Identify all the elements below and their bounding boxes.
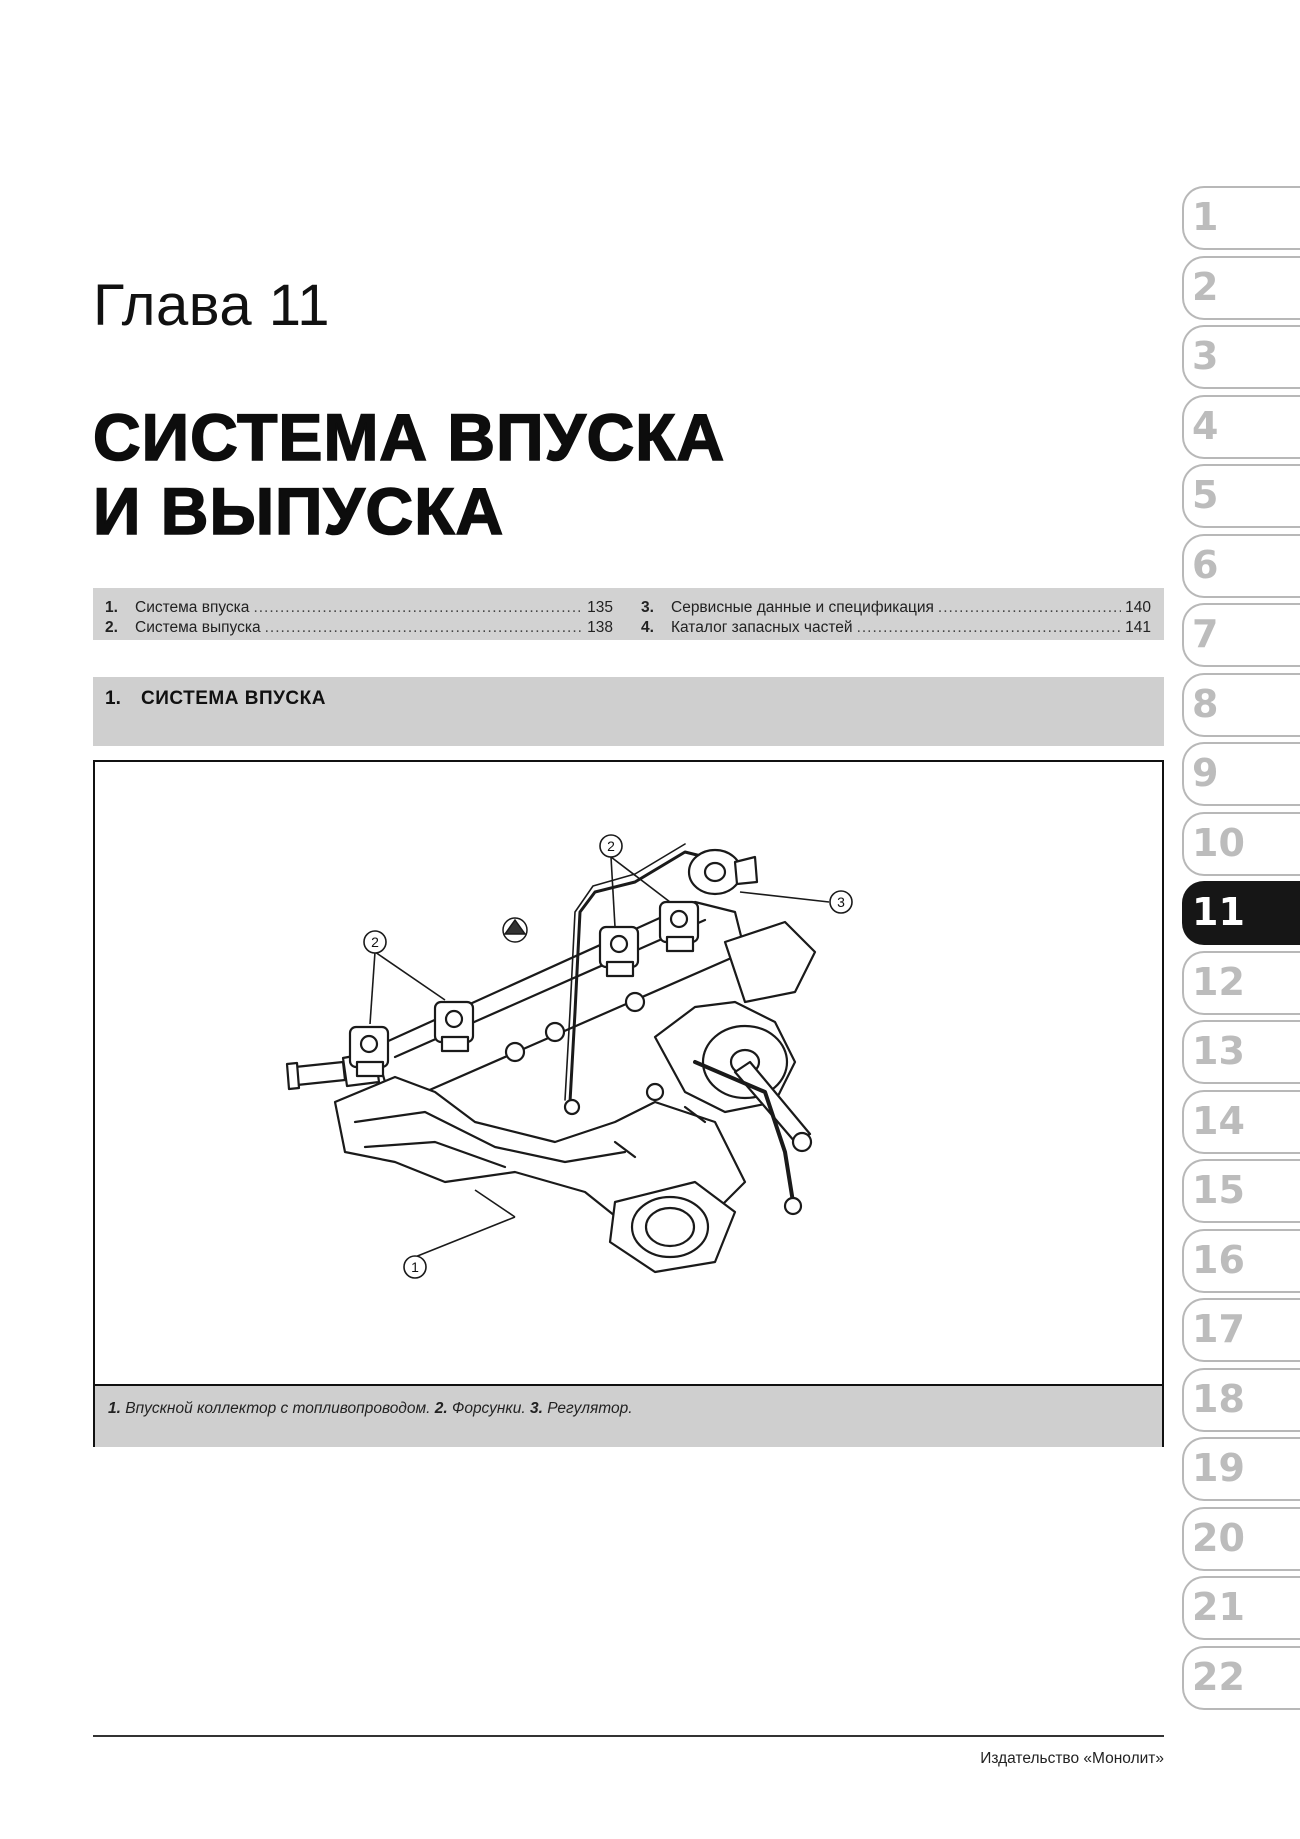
chapter-title-line-1: СИСТЕМА ВПУСКА: [93, 400, 726, 474]
toc-entry-title: Каталог запасных частей: [671, 619, 853, 636]
toc-entry-page: 135: [587, 599, 613, 616]
toc-leader-dots: [265, 618, 584, 638]
toc-entry-number: 1.: [105, 599, 118, 616]
chapter-title-line-2: И ВЫПУСКА: [93, 474, 505, 548]
section-number: 1.: [105, 688, 121, 709]
callout-label: 1: [411, 1259, 419, 1275]
toc-entry-page: 141: [1125, 619, 1151, 636]
toc-column-right: [641, 598, 1151, 638]
toc-entry[interactable]: [641, 618, 1151, 638]
chapter-tab-14[interactable]: 14: [1182, 1090, 1300, 1154]
chapter-label: Глава 11: [93, 273, 330, 338]
toc-entry-title: Система выпуска: [135, 619, 261, 636]
toc-entry-number: 4.: [641, 619, 654, 636]
toc-entry[interactable]: [105, 618, 613, 638]
section-heading: [93, 677, 1164, 746]
chapter-tab-3[interactable]: 3: [1182, 325, 1300, 389]
chapter-tab-6[interactable]: 6: [1182, 534, 1300, 598]
chapter-tab-11[interactable]: 11: [1182, 881, 1300, 945]
callout-label: 3: [837, 894, 845, 910]
chapter-tab-4[interactable]: 4: [1182, 395, 1300, 459]
caption-item-number: 1.: [108, 1400, 121, 1417]
chapter-tab-5[interactable]: 5: [1182, 464, 1300, 528]
chapter-tab-21[interactable]: 21: [1182, 1576, 1300, 1640]
caption-item-text: Регулятор.: [547, 1400, 633, 1417]
chapter-tab-15[interactable]: 15: [1182, 1159, 1300, 1223]
toc-entry-number: 2.: [105, 619, 118, 636]
footer-rule: [93, 1735, 1164, 1737]
toc-leader-dots: [857, 618, 1122, 638]
toc-entry[interactable]: [105, 598, 613, 618]
section-title: СИСТЕМА ВПУСКА: [141, 688, 326, 709]
footer-publisher: Издательство «Монолит»: [980, 1750, 1164, 1767]
callout-label: 2: [607, 838, 615, 854]
caption-item-number: 3.: [529, 1400, 543, 1417]
chapter-tab-13[interactable]: 13: [1182, 1020, 1300, 1084]
toc-leader-dots: [938, 598, 1121, 618]
caption-item-text: Форсунки.: [452, 1400, 526, 1417]
chapter-tab-18[interactable]: 18: [1182, 1368, 1300, 1432]
chapter-tab-9[interactable]: 9: [1182, 742, 1300, 806]
toc-entry-page: 140: [1125, 599, 1151, 616]
chapter-tab-7[interactable]: 7: [1182, 603, 1300, 667]
figure-frame: [93, 760, 1164, 1447]
callout-label: 2: [371, 934, 379, 950]
chapter-tab-22[interactable]: 22: [1182, 1646, 1300, 1710]
chapter-tab-2[interactable]: 2: [1182, 256, 1300, 320]
chapter-tab-1[interactable]: 1: [1182, 186, 1300, 250]
toc-column-left: [105, 598, 613, 638]
chapter-tab-20[interactable]: 20: [1182, 1507, 1300, 1571]
figure-caption: [95, 1384, 1162, 1447]
caption-item-text: Впускной коллектор с топливопроводом.: [125, 1400, 431, 1417]
chapter-tab-16[interactable]: 16: [1182, 1229, 1300, 1293]
toc-entry[interactable]: [641, 598, 1151, 618]
chapter-tab-12[interactable]: 12: [1182, 951, 1300, 1015]
chapter-tab-8[interactable]: 8: [1182, 673, 1300, 737]
intake-manifold-illustration: [95, 762, 1162, 1384]
chapter-tab-19[interactable]: 19: [1182, 1437, 1300, 1501]
chapter-tab-10[interactable]: 10: [1182, 812, 1300, 876]
chapter-tab-17[interactable]: 17: [1182, 1298, 1300, 1362]
caption-item-number: 2.: [434, 1400, 448, 1417]
table-of-contents: [93, 588, 1164, 640]
toc-leader-dots: [253, 598, 583, 618]
toc-entry-title: Сервисные данные и спецификация: [671, 599, 934, 616]
toc-entry-title: Система впуска: [135, 599, 250, 616]
toc-entry-page: 138: [587, 619, 613, 636]
chapter-title: [93, 400, 993, 548]
toc-entry-number: 3.: [641, 599, 654, 616]
